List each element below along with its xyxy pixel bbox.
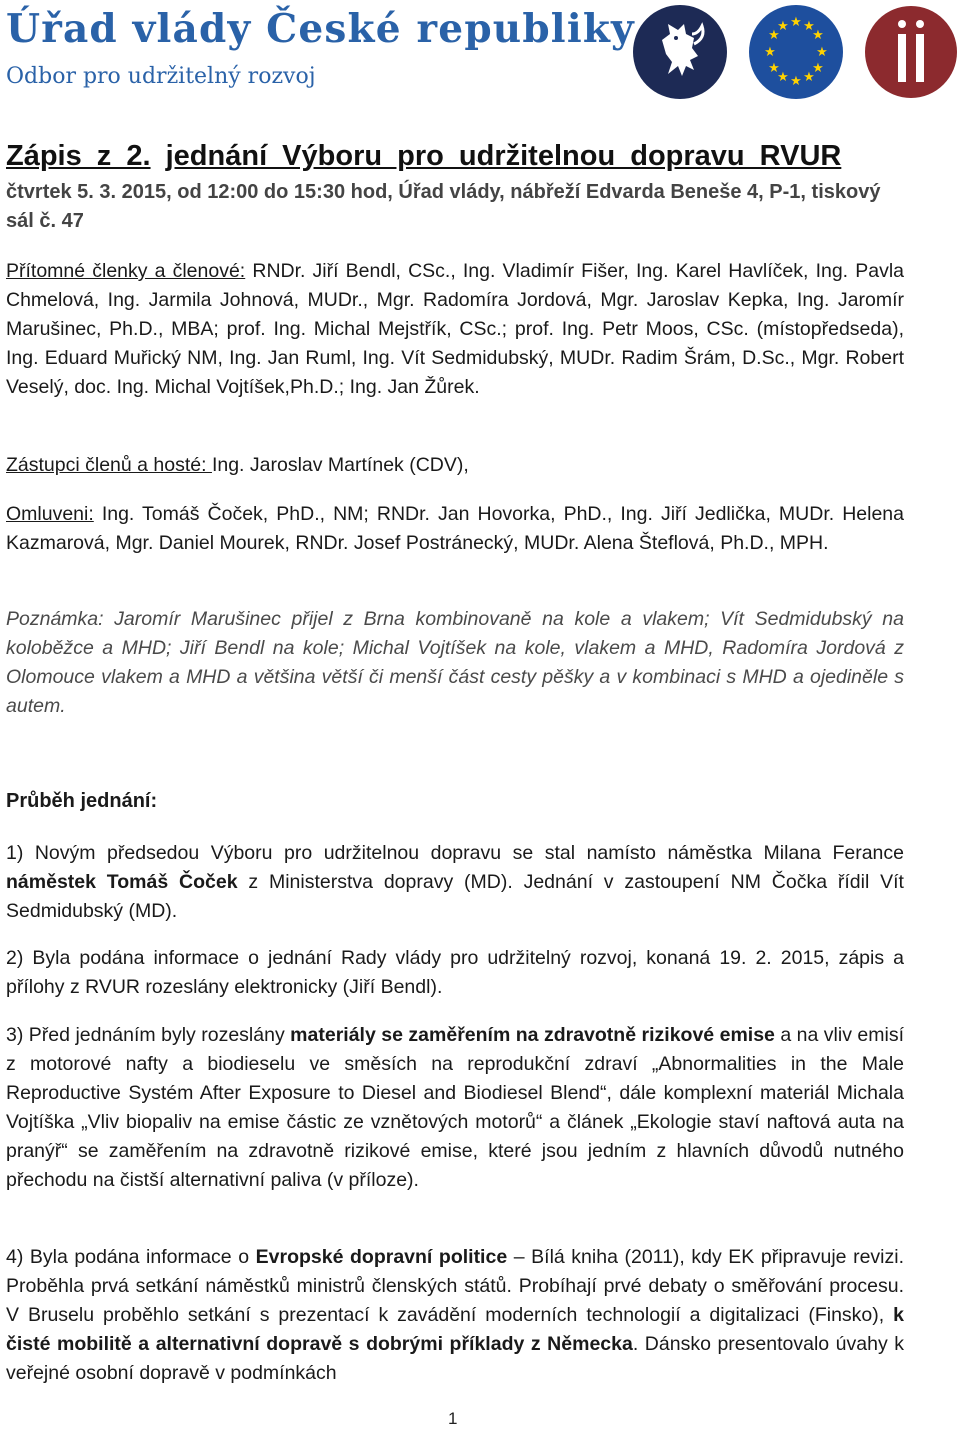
proceedings-item-1 [6,839,904,926]
item-1-bold: náměstek Tomáš Čoček [6,871,238,893]
excused-label: Omluveni: [6,503,94,525]
item-3-bold: materiály se zaměřením na zdravotně rizikové emise [290,1024,775,1046]
svg-text:★: ★ [812,28,824,43]
attendees-paragraph [6,257,904,402]
attendees-label: Přítomné členky a členové: [6,260,246,282]
item-4-bold-b: k čisté mobilitě a alternativní dopravě s dobrými příklady z Německa [6,1304,904,1355]
eu-stars-icon [748,4,844,100]
header-subtitle: Odbor pro udržitelný rozvoj [6,64,316,89]
svg-text:★: ★ [812,61,824,76]
proceedings-heading: Průběh jednání: [6,790,158,812]
header-title: Úřad vlády České republiky [6,6,635,52]
document-title-part-a: Zápis z 2. [6,140,151,172]
note-paragraph: Poznámka: Jaromír Marušinec přijel z Brna kombinovaně na kole a vlakem; Vít Sedmidubský na koloběžce a MHD; Jiří Bendl na kole; Michal Vojtíšek na kole, vlakem a MHD, Radomíra Jordová z Olomouce vlakem a MHD a většina větší či menší část cesty pěšky a v kombinaci s MHD a ojediněle s autem. [6,608,904,717]
item-3-text-a: 3) Před jednáním byly rozeslány [6,1024,291,1046]
excused-paragraph [6,500,904,558]
item-4-text-a: 4) Byla podána informace o [6,1246,256,1268]
representatives-paragraph [6,451,904,480]
excused-text: Ing. Tomáš Čoček, PhD., NM; RNDr. Jan Hovorka, PhD., Ing. Jiří Jedlička, MUDr. Helena Kazmarová, Mgr. Daniel Mourek, RNDr. Josef Postránecký, MUDr. Alena Šteflová, Ph.D., MPH. [6,503,904,554]
item-4-text-e: . Dánsko presentovalo úvahy k veřejné osobní dopravě v podmínkách [6,1333,905,1384]
svg-text:★: ★ [803,19,815,34]
svg-text:★: ★ [816,45,828,60]
proceedings-item-3 [6,1021,904,1195]
proceedings-item-2: 2) Byla podána informace o jednání Rady vlády pro udržitelný rozvoj, konaná 19. 2. 2015, zápis a přílohy z RVUR rozeslány elektronicky (Jiří Bendl). [6,947,904,998]
svg-text:★: ★ [777,70,789,85]
proceedings-item-4 [6,1243,904,1388]
page-number: 1 [448,1409,458,1428]
svg-text:★: ★ [768,28,780,43]
item-4-text-c: – Bílá kniha (2011), kdy EK připravuje revizi. Proběhla prvá setkání náměstků ministrů členských států. Probíhají prvé debaty o směřování procesu. V Bruselu proběhlo setkání s prezentací k zavádění moderních technologií a digitalizaci (Finsko), [6,1246,904,1326]
item-1-text-a: 1) Novým předsedou Výboru pro udržitelnou dopravu se stal namísto náměstka Milana Ferance [6,842,904,864]
rvur-roman-two-icon [864,4,958,100]
svg-text:★: ★ [803,70,815,85]
svg-text:★: ★ [790,15,802,30]
svg-text:★: ★ [777,19,789,34]
representatives-text: Ing. Jaroslav Martínek (CDV), [211,454,469,476]
attendees-text: RNDr. Jiří Bendl, CSc., Ing. Vladimír Fišer, Ing. Karel Havlíček, Ing. Pavla Chmelová, Ing. Jarmila Johnová, MUDr., Mgr. Radomíra Jordová, Mgr. Jaroslav Kepka, Ing. Jaromír Marušinec, Ph.D., MBA; prof. Ing. Michal Mejstřík, CSc.; prof. Ing. Petr Moos, CSc. (místopředseda), Ing. Eduard Muřický NM, Ing. Jan Ruml, Ing. Vít Sedmidubský, MUDr. Radim Šrám, D.Sc., Mgr. Robert Veselý, doc. Ing. Michal Vojtíšek,Ph.D.; Ing. Jan Žůrek. [6,260,904,398]
svg-text:★: ★ [790,74,802,89]
document-title-part-b: jednání Výboru pro udržitelnou dopravu RVUR [165,140,842,172]
item-1-text-c: z Ministerstva dopravy (MD). Jednání v zastoupení NM Čočka řídil Vít Sedmidubský (MD). [6,871,904,922]
document-title [6,140,841,173]
meeting-meta: čtvrtek 5. 3. 2015, od 12:00 do 15:30 hod, Úřad vlády, nábřeží Edvarda Beneše 4, P-1, tiskový sál č. 47 [6,181,881,232]
item-3-text-c: a na vliv emisí z motorové nafty a biodieselu ve směsích na reprodukční zdraví „Abnormalities in the Male Reproductive Systém After Exposure to Diesel and Biodiesel Blend“, dále komplexní materiál Michala Vojtíška „Vliv biopaliv na emise částic ze vznětových motorů“ a článek „Ekologie staví naftová auta na pranýř“ se zaměřením na zdravotně rizikové emise, které jsou jedním z hlavních důvodů nutného přechodu na čistší alternativní paliva (v příloze). [6,1024,905,1191]
representatives-label: Zástupci členů a hosté: [6,454,212,476]
svg-text:★: ★ [768,61,780,76]
item-4-bold-a: Evropské dopravní politice [255,1246,508,1268]
czech-lion-emblem-icon [632,4,728,100]
svg-text:★: ★ [764,45,776,60]
